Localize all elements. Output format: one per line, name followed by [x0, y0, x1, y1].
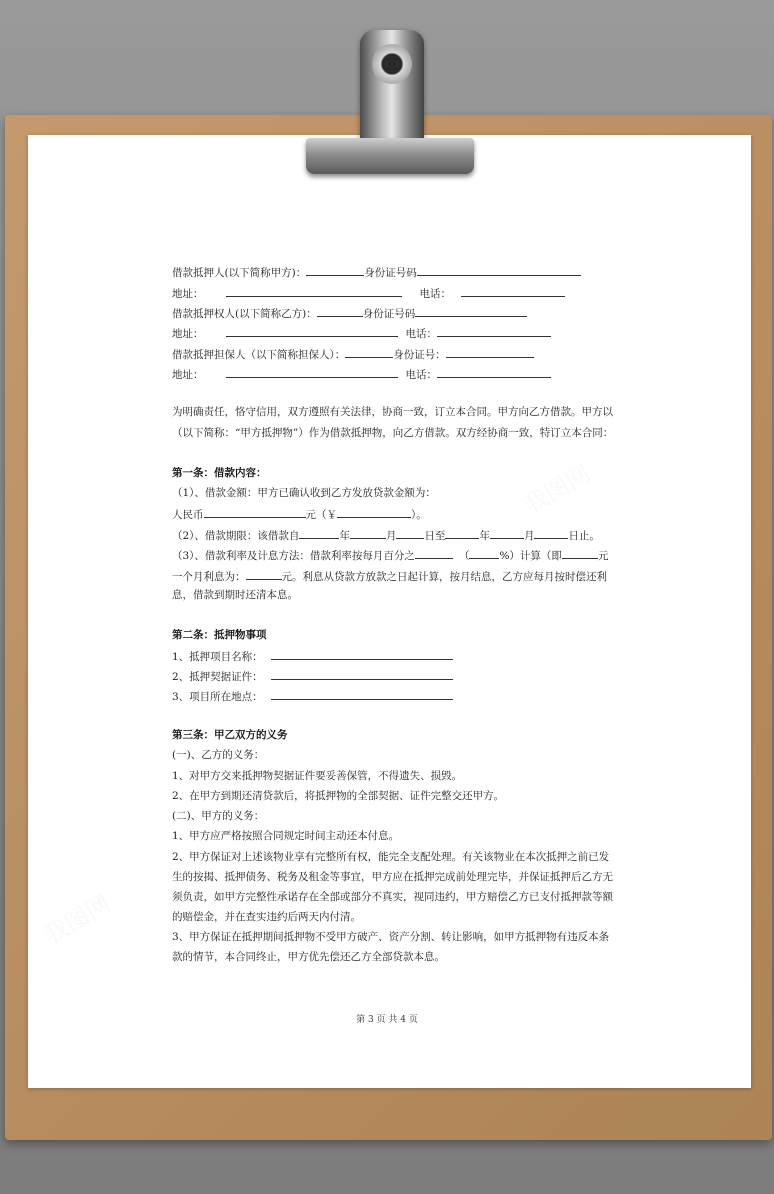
blank: [271, 668, 453, 680]
blank: [306, 264, 364, 276]
phone-label: 电话：: [405, 328, 437, 340]
collateral-item: [172, 648, 453, 664]
rmb-line: [172, 506, 427, 522]
rmb-prefix: 人民币: [172, 509, 204, 521]
guarantor-row: [172, 346, 534, 362]
collateral-item: [172, 688, 453, 704]
month-text: 月: [523, 530, 535, 542]
obligation-item: 款的情节，本合同终止，甲方优先偿还乙方全部贷款本息。: [172, 951, 445, 963]
pledgor-label: 借款抵押人(以下简称甲方)：: [172, 267, 307, 279]
address-label: 地址：: [172, 328, 204, 340]
collateral-item-label: 1、抵押项目名称：: [172, 651, 263, 663]
blank: [437, 325, 551, 337]
watermark: 我图网: [519, 459, 596, 520]
blank: [534, 527, 568, 539]
obligation-item: 2、在甲方到期还清贷款后，将抵押物的全部契据、证件完整交还甲方。: [172, 790, 505, 802]
collateral-item-label: 3、项目所在地点：: [172, 691, 263, 703]
rmb-close: ）。: [411, 509, 427, 521]
obligation-item: 须负责，如甲方完整性承诺存在全部或部分不真实，视同违约，甲方赔偿乙方已支付抵押款等额: [172, 891, 613, 903]
subheading: (二)、甲方的义务：: [172, 810, 265, 822]
obligation-item: 2、甲方保证对上述该物业享有完整所有权，能完全支配处理。有关该物业在本次抵押之前已发: [172, 851, 610, 863]
page-number: 第 3 页 共 4 页: [356, 1015, 418, 1025]
year-text: 年: [339, 530, 350, 542]
rate-prefix: （3）、借款利率及计息方法：借款利率按每月百分之: [172, 550, 415, 562]
rmb-unit: 元（￥: [305, 509, 337, 521]
blank: [415, 305, 527, 317]
blank: [271, 648, 453, 660]
blank: [415, 547, 453, 559]
obligation-item: 的赔偿金，并在查实违约后两天内付清。: [172, 911, 361, 923]
interest-rate-line: [172, 547, 608, 563]
yuan-text: 元: [597, 550, 609, 562]
loan-amount-line: （1）、借款金额：甲方已确认收到乙方发放贷款金额为：: [172, 487, 436, 499]
monthly-suffix: 元。利息从贷款方放款之日起计算，按月结息，乙方应每月按时偿还利: [281, 571, 607, 583]
pledgor-row: [172, 264, 581, 280]
collateral-item-label: 2、抵押契据证件：: [172, 671, 263, 683]
loan-period-line: [172, 527, 600, 543]
article-2-title: 第二条：抵押物事项: [172, 629, 267, 641]
blank: [317, 305, 363, 317]
monthly-prefix: 一个月利息为：: [172, 571, 246, 583]
blank: [345, 346, 393, 358]
blank: [469, 547, 499, 559]
year-text: 年: [479, 530, 490, 542]
period-prefix: （2）、借款期限：该借款自: [172, 530, 300, 542]
day-end-text: 日止。: [568, 530, 600, 542]
intro-line: 为明确责任，恪守信用，双方遵照有关法律，协商一致，订立本合同。甲方向乙方借款。甲方以: [172, 406, 613, 418]
intro-line: （以下简称：“甲方抵押物”）作为借款抵押物，向乙方借款。双方经协商一致，特订立本合同：: [172, 427, 614, 439]
article-3-title: 第三条：甲乙双方的义务: [172, 729, 288, 741]
phone-label: 电话：: [405, 369, 437, 381]
subheading: (一)、乙方的义务：: [172, 749, 265, 761]
address-row: [172, 285, 565, 301]
rate-mid: （: [458, 550, 470, 562]
address-row: [172, 366, 551, 382]
blank: [490, 527, 524, 539]
blank: [445, 527, 479, 539]
address-row: [172, 325, 551, 341]
day-to-text: 日至: [424, 530, 446, 542]
blank: [299, 527, 339, 539]
rate-end-line: 息，借款到期时还清本息。: [172, 589, 298, 601]
blank: [337, 506, 411, 518]
address-label: 地址：: [172, 369, 204, 381]
obligation-item: 1、对甲方交来抵押物契据证件要妥善保管，不得遗失、损毁。: [172, 770, 463, 782]
obligation-item: 生的按揭、抵押债务、税务及租金等事宜，甲方应在抵押完成前处理完毕，并保证抵押后乙方无: [172, 871, 613, 883]
id-label: 身份证号码: [364, 267, 417, 279]
monthly-interest-line: [172, 568, 607, 584]
obligation-item: 1、甲方应严格按照合同规定时间主动还本付息。: [172, 830, 400, 842]
blank: [226, 285, 402, 297]
blank: [246, 568, 282, 580]
month-text: 月: [385, 530, 397, 542]
obligation-item: 3、甲方保证在抵押期间抵押物不受甲方破产、资产分割、转让影响，如甲方抵押物有违反本条: [172, 931, 610, 943]
phone-label: 电话：: [419, 288, 451, 300]
blank: [437, 366, 551, 378]
collateral-item: [172, 668, 453, 684]
blank: [396, 527, 424, 539]
guarantor-label: 借款抵押担保人（以下简称担保人）：: [172, 349, 346, 361]
article-1-title: 第一条：借款内容：: [172, 467, 267, 479]
blank: [226, 366, 398, 378]
rate-pct: %）计算（即: [499, 550, 562, 562]
blank: [350, 527, 386, 539]
watermark: 我图网: [39, 889, 116, 950]
blank: [204, 506, 306, 518]
blank: [562, 547, 598, 559]
pledgee-row: [172, 305, 527, 321]
blank: [446, 346, 534, 358]
id-label: 身份证号：: [393, 349, 446, 361]
id-label: 身份证号码: [362, 308, 416, 320]
blank: [271, 688, 453, 700]
pledgee-label: 借款抵押权人(以下简称乙方)：: [172, 308, 317, 320]
blank: [417, 264, 581, 276]
blank: [226, 325, 398, 337]
address-label: 地址：: [172, 288, 204, 300]
blank: [461, 285, 565, 297]
